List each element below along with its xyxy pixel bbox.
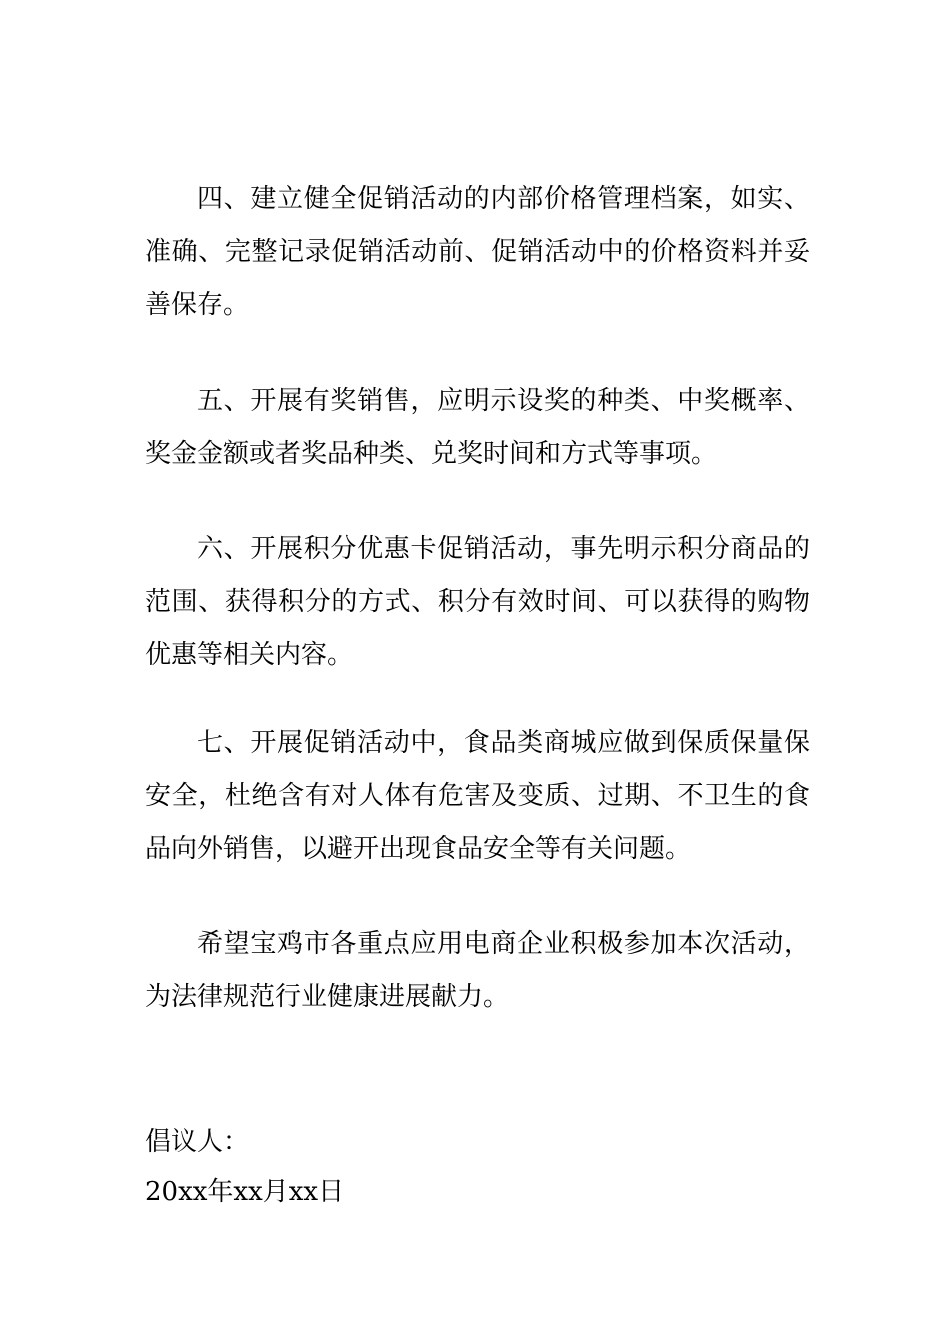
paragraph-five: 五、开展有奖销售，应明示设奖的种类、中奖概率、奖金金额或者奖品种类、兑奖时间和方式等事项。 <box>145 386 810 469</box>
paragraph-six: 六、开展积分优惠卡促销活动，事先明示积分商品的范围、获得积分的方式、积分有效时间、可以获得的购物优惠等相关内容。 <box>145 534 810 670</box>
paragraph-four: 四、建立健全促销活动的内部价格管理档案，如实、准确、完整记录促销活动前、促销活动中的价格资料并妥善保存。 <box>145 184 810 320</box>
paragraph-seven: 七、开展促销活动中，食品类商城应做到保质保量保安全，杜绝含有对人体有危害及变质、过期、不卫生的食品向外销售，以避开出现食品安全等有关问题。 <box>145 728 810 864</box>
initiator-label: 倡议人： <box>145 1127 250 1157</box>
date-line: 20xx年xx月xx日 <box>145 1177 345 1207</box>
paragraph-closing: 希望宝鸡市各重点应用电商企业积极参加本次活动，为法律规范行业健康进展献力。 <box>145 929 810 1012</box>
